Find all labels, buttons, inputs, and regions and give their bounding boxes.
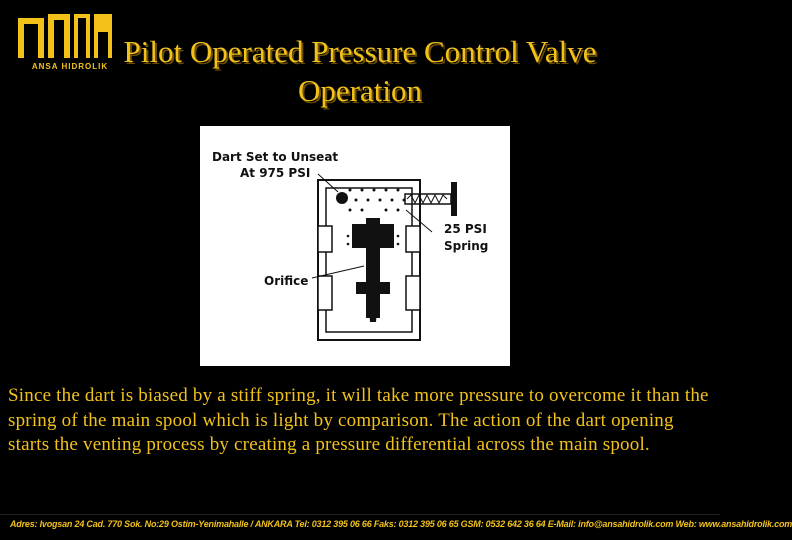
logo-text: ANSA HIDROLIK (31, 62, 109, 71)
title-line-2: Operation (298, 73, 422, 108)
label-orifice: Orifice (264, 274, 309, 288)
leader-dart (318, 174, 338, 192)
pilot-chamber-dots (349, 189, 406, 212)
leader-orifice (312, 266, 364, 278)
title-line-1: Pilot Operated Pressure Control Valve (123, 34, 597, 69)
valve-diagram (200, 126, 510, 366)
body-paragraph: Since the dart is biased by a stiff spring, it will take more pressure to overcome it than the spring of the main spool which is light by comparison. The action of the dart opening starts the venting process by creating a pressure differential across the main spool. (8, 385, 709, 455)
label-spring: Spring (444, 239, 489, 253)
footer-contact-text: Adres: Ivogsan 24 Cad. 770 Sok. No:29 Ostim-Yenimahalle / ANKARA Tel: 0312 395 06 66 Faks: 0312 395 06 65 GSM: 0532 642 36 64 E-Mail: info@ansahidrolik.com Web: www.ansahidrolik.com (10, 519, 792, 529)
dart (336, 192, 348, 204)
footer-bar (0, 514, 792, 537)
label-dart: Dart Set to Unseat (212, 150, 339, 164)
label-psi: At 975 PSI (240, 166, 311, 180)
adjuster-knob (451, 182, 457, 216)
slide-title (0, 32, 720, 110)
label-spring-psi: 25 PSI (444, 222, 487, 236)
